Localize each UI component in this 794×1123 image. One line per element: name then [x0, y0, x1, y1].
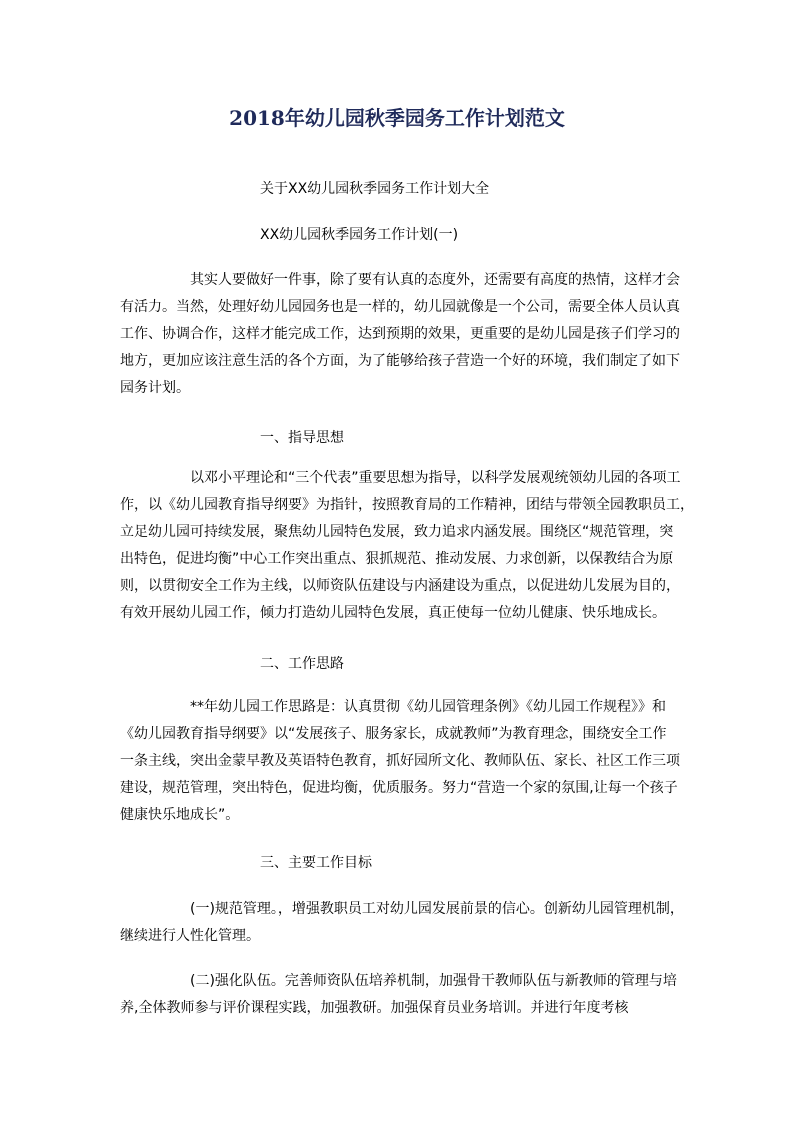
section2-paragraph	[120, 694, 680, 829]
section2-line: **年幼儿园工作思路是：认真贯彻《幼儿园管理条例》《幼儿园工作规程》》和	[190, 699, 666, 715]
section1-line: 立足幼儿园可持续发展，聚焦幼儿园特色发展，致力追求内涵发展。围绕区“规范管理，突	[120, 524, 674, 540]
goal2-paragraph	[120, 968, 677, 1022]
section1-heading: 一、指导思想	[260, 430, 344, 446]
section2-line: 一条主线，突出金蒙早教及英语特色教育，抓好园所文化、教师队伍、家长、社区工作三项	[120, 753, 680, 769]
intro-line: 其实人要做好一件事，除了要有认真的态度外，还需要有高度的热情，这样才会	[190, 272, 680, 288]
goal2-line: 养,全体教师参与评价课程实践，加强教研。加强保育员业务培训。并进行年度考核	[120, 1000, 629, 1016]
goal1-line: (一)规范管理。，增强教职员工对幼儿园发展前景的信心。创新幼儿园管理机制，	[190, 901, 684, 917]
goal1-line: 继续进行人性化管理。	[120, 928, 260, 944]
intro-line: 工作、协调合作，这样才能完成工作，达到预期的效果，更重要的是幼儿园是孩子们学习的	[120, 326, 680, 342]
section1-line: 则，以贯彻安全工作为主线，以师资队伍建设与内涵建设为重点，以促进幼儿发展为目的，	[120, 578, 680, 594]
section3-heading-paragraph	[120, 850, 674, 877]
section3-heading: 三、主要工作目标	[260, 855, 372, 871]
section1-paragraph	[120, 465, 694, 627]
subtitle-paragraph	[120, 176, 674, 203]
subtitle-text: 关于XX幼儿园秋季园务工作计划大全	[260, 181, 490, 197]
section1-line: 以邓小平理论和“三个代表”重要思想为指导，以科学发展观统领幼儿园的各项工	[190, 470, 681, 486]
intro-line: 园务计划。	[120, 380, 190, 396]
section2-heading-paragraph	[120, 651, 674, 678]
section1-line: 有效开展幼儿园工作，倾力打造幼儿园特色发展，真正使每一位幼儿健康、快乐地成长。	[120, 605, 666, 621]
section2-heading: 二、工作思路	[260, 656, 344, 672]
goal1-paragraph	[120, 896, 684, 950]
intro-paragraph	[120, 267, 680, 402]
intro-line: 有活力。当然，处理好幼儿园园务也是一样的，幼儿园就像是一个公司，需要全体人员认真	[120, 299, 680, 315]
intro-line: 地方，更加应该注意生活的各个方面，为了能够给孩子营造一个好的环境，我们制定了如下	[120, 353, 680, 369]
section2-line: 建设，规范管理，突出特色，促进均衡，优质服务。努力“营造一个家的氛围,让每一个孩子	[120, 780, 678, 796]
goal2-line: (二)强化队伍。完善师资队伍培养机制，加强骨干教师队伍与新教师的管理与培	[190, 973, 677, 989]
section2-line: 健康快乐地成长”。	[120, 807, 240, 823]
section1-heading-paragraph	[120, 425, 674, 452]
plan-heading-paragraph	[120, 222, 674, 249]
section1-line: 作，以《幼儿园教育指导纲要》为指针，按照教育局的工作精神，团结与带领全园教职员工，	[120, 497, 694, 513]
section1-line: 出特色，促进均衡”中心工作突出重点、狠抓规范、推动发展、力求创新，以保教结合为原	[120, 551, 674, 567]
plan-heading-text: XX幼儿园秋季园务工作计划(一)	[260, 227, 459, 243]
document-title: 2018年幼儿园秋季园务工作计划范文	[229, 106, 565, 130]
section2-line: 《幼儿园教育指导纲要》以“发展孩子、服务家长，成就教师”为教育理念，围绕安全工作	[120, 726, 667, 742]
